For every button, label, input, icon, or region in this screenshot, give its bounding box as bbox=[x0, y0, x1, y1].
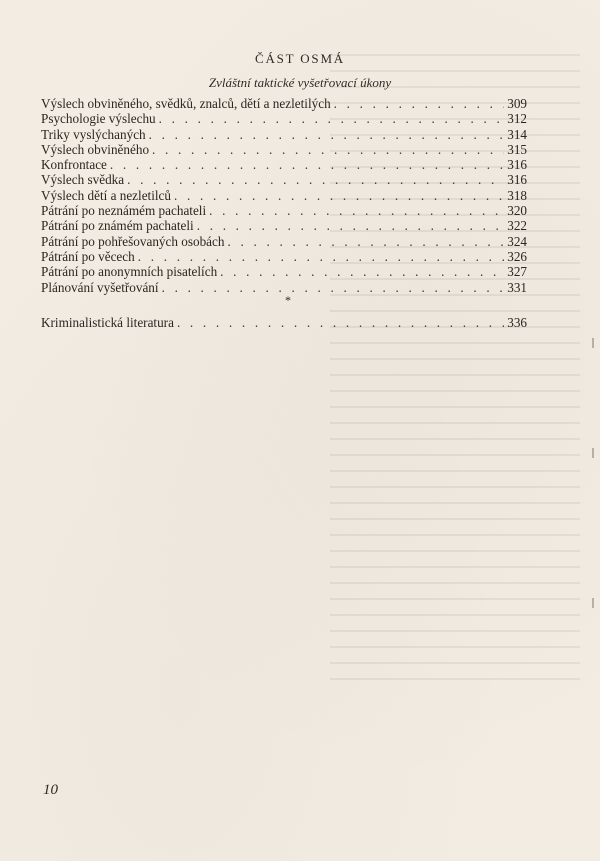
toc-entry-title: Pátrání po neznámém pachateli bbox=[41, 203, 207, 219]
toc-entry bbox=[41, 264, 527, 279]
toc-entry-page: 331 bbox=[507, 279, 527, 295]
toc-entry-title: Triky vyslýchaných bbox=[41, 126, 146, 142]
toc-entry-title: Pátrání po pohřešovaných osobách bbox=[41, 233, 225, 249]
toc-entry-page: 316 bbox=[507, 157, 527, 173]
dot-leader bbox=[220, 264, 504, 279]
toc-entry-page: 336 bbox=[507, 315, 527, 330]
part-title: ČÁST OSMÁ bbox=[254, 51, 345, 66]
dot-leader bbox=[138, 249, 504, 264]
toc-entry bbox=[41, 249, 527, 264]
toc-entry-page: 318 bbox=[507, 187, 527, 203]
section-separator: * bbox=[285, 293, 291, 307]
toc-entry-title: Výslech obviněného, svědků, znalců, dětí a nezletilých bbox=[41, 96, 331, 111]
toc-entry-page: 316 bbox=[507, 172, 527, 188]
toc-entry-title: Výslech svědka bbox=[41, 172, 125, 188]
toc-entry bbox=[41, 172, 527, 187]
toc-entry-page: 315 bbox=[507, 141, 527, 157]
toc-entry bbox=[41, 218, 527, 233]
dot-leader bbox=[149, 127, 504, 142]
toc-entry-page: 322 bbox=[507, 218, 527, 234]
toc-entry bbox=[41, 111, 527, 126]
toc-entry-title: Psychologie výslechu bbox=[41, 111, 156, 127]
toc-entry bbox=[41, 142, 527, 157]
dot-leader bbox=[159, 111, 504, 126]
toc-entry-page: 324 bbox=[507, 233, 527, 249]
toc-entry bbox=[41, 188, 527, 203]
toc-entry bbox=[41, 203, 527, 218]
toc-entry-title: Pátrání po známém pachateli bbox=[41, 218, 194, 234]
paper-mark bbox=[592, 448, 594, 458]
toc-entry bbox=[41, 157, 527, 172]
paper-mark bbox=[592, 598, 594, 608]
toc-entry-title: Výslech obviněného bbox=[41, 141, 150, 157]
dot-leader bbox=[174, 188, 504, 203]
toc-entry-title: Pátrání po anonymních pisatelích bbox=[41, 264, 218, 280]
dot-leader bbox=[177, 315, 504, 330]
dot-leader bbox=[197, 218, 504, 233]
dot-leader bbox=[209, 203, 504, 218]
dot-leader bbox=[110, 157, 504, 172]
toc-entry-title: Plánování vyšetřování bbox=[41, 279, 159, 295]
dot-leader bbox=[152, 142, 504, 157]
part-subtitle: Zvláštní taktické vyšetřovací úkony bbox=[208, 75, 392, 90]
toc-entry-page: 314 bbox=[507, 126, 527, 142]
toc-entry bbox=[41, 315, 527, 330]
toc-entry bbox=[41, 127, 527, 142]
toc-entry bbox=[41, 234, 527, 249]
dot-leader bbox=[334, 96, 504, 111]
toc-entry-title: Konfrontace bbox=[41, 157, 107, 173]
toc-entry-title: Výslech dětí a nezletilců bbox=[41, 187, 171, 203]
paper-mark bbox=[592, 338, 594, 348]
toc-entry-page: 309 bbox=[507, 96, 527, 111]
toc-entry-page: 327 bbox=[507, 264, 527, 280]
toc-entry-title: Kriminalistická literatura bbox=[41, 315, 174, 330]
page-number: 10 bbox=[43, 782, 58, 798]
toc-entry-page: 312 bbox=[507, 111, 527, 127]
dot-leader bbox=[127, 172, 504, 187]
toc-entry bbox=[41, 96, 527, 111]
table-of-contents bbox=[41, 96, 527, 295]
dot-leader bbox=[227, 234, 504, 249]
toc-entry-page: 320 bbox=[507, 203, 527, 219]
toc-entry-page: 326 bbox=[507, 248, 527, 264]
toc-entry-title: Pátrání po věcech bbox=[41, 248, 135, 264]
table-of-contents-appendix bbox=[41, 315, 527, 330]
